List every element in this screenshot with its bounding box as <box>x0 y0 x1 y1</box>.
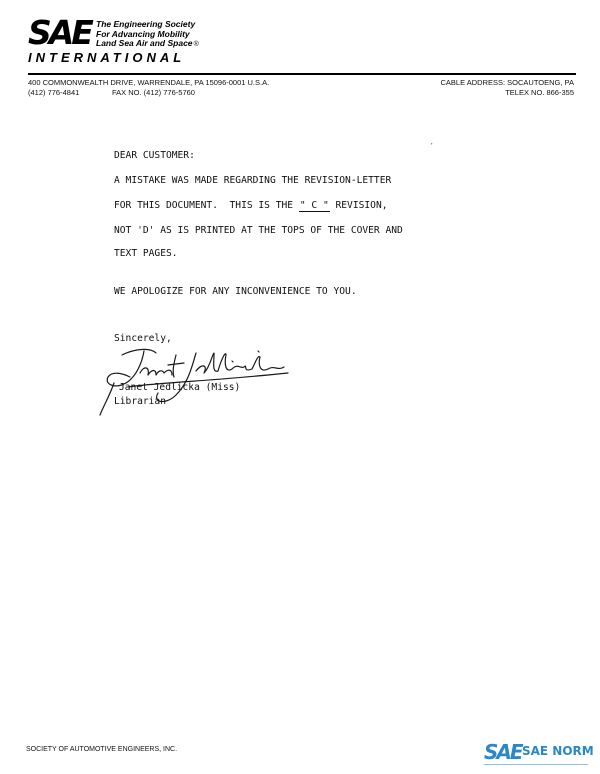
watermark-sae-logo: SAE <box>484 740 522 764</box>
watermark-underline <box>484 764 588 765</box>
footer-society: SOCIETY OF AUTOMOTIVE ENGINEERS, INC. <box>26 746 178 753</box>
telex-number: TELEX NO. 866-355 <box>505 88 574 97</box>
signer-title: Librarian <box>114 396 166 407</box>
tagline-line-1: The Engineering Society <box>96 19 196 29</box>
signer-name: Janet Jedlicka (Miss) <box>119 382 241 393</box>
salutation: DEAR CUSTOMER: <box>114 150 195 161</box>
revision-letter: " C " <box>299 200 329 211</box>
body-line-2-start: FOR THIS DOCUMENT. THIS IS THE <box>114 200 299 211</box>
watermark-norm-text: SAE NORM <box>522 744 594 758</box>
international-wordmark: INTERNATIONAL <box>28 50 186 65</box>
phone-number: (412) 776-4841 <box>28 88 80 97</box>
sae-norm-watermark <box>484 740 594 770</box>
closing: Sincerely, <box>114 333 172 344</box>
cable-address: CABLE ADDRESS: SOCAUTOENG, PA <box>440 78 574 87</box>
apology-line: WE APOLOGIZE FOR ANY INCONVENIENCE TO YOU. <box>114 286 357 297</box>
tagline-line-3-text: Land Sea Air and Space <box>96 38 193 48</box>
stray-pen-mark: ˊ <box>430 142 433 152</box>
tagline-line-2: For Advancing Mobility <box>96 28 190 39</box>
tagline-line-3 <box>96 39 199 50</box>
body-line-3: NOT 'D' AS IS PRINTED AT THE TOPS OF THE COVER AND <box>114 225 403 236</box>
body-line-2 <box>114 200 388 212</box>
street-address: 400 COMMONWEALTH DRIVE, WARRENDALE, PA 15096-0001 U.S.A. <box>28 78 270 87</box>
body-line-2-end: REVISION, <box>329 200 388 211</box>
body-line-1: A MISTAKE WAS MADE REGARDING THE REVISION-LETTER <box>114 175 392 186</box>
fax-number: FAX NO. (412) 776-5760 <box>112 88 195 97</box>
registered-mark: ® <box>193 41 199 48</box>
letterhead-divider <box>28 73 576 75</box>
letterhead-tagline <box>96 20 199 50</box>
body-line-4: TEXT PAGES. <box>114 248 178 259</box>
sae-logo: SAE <box>28 13 91 52</box>
